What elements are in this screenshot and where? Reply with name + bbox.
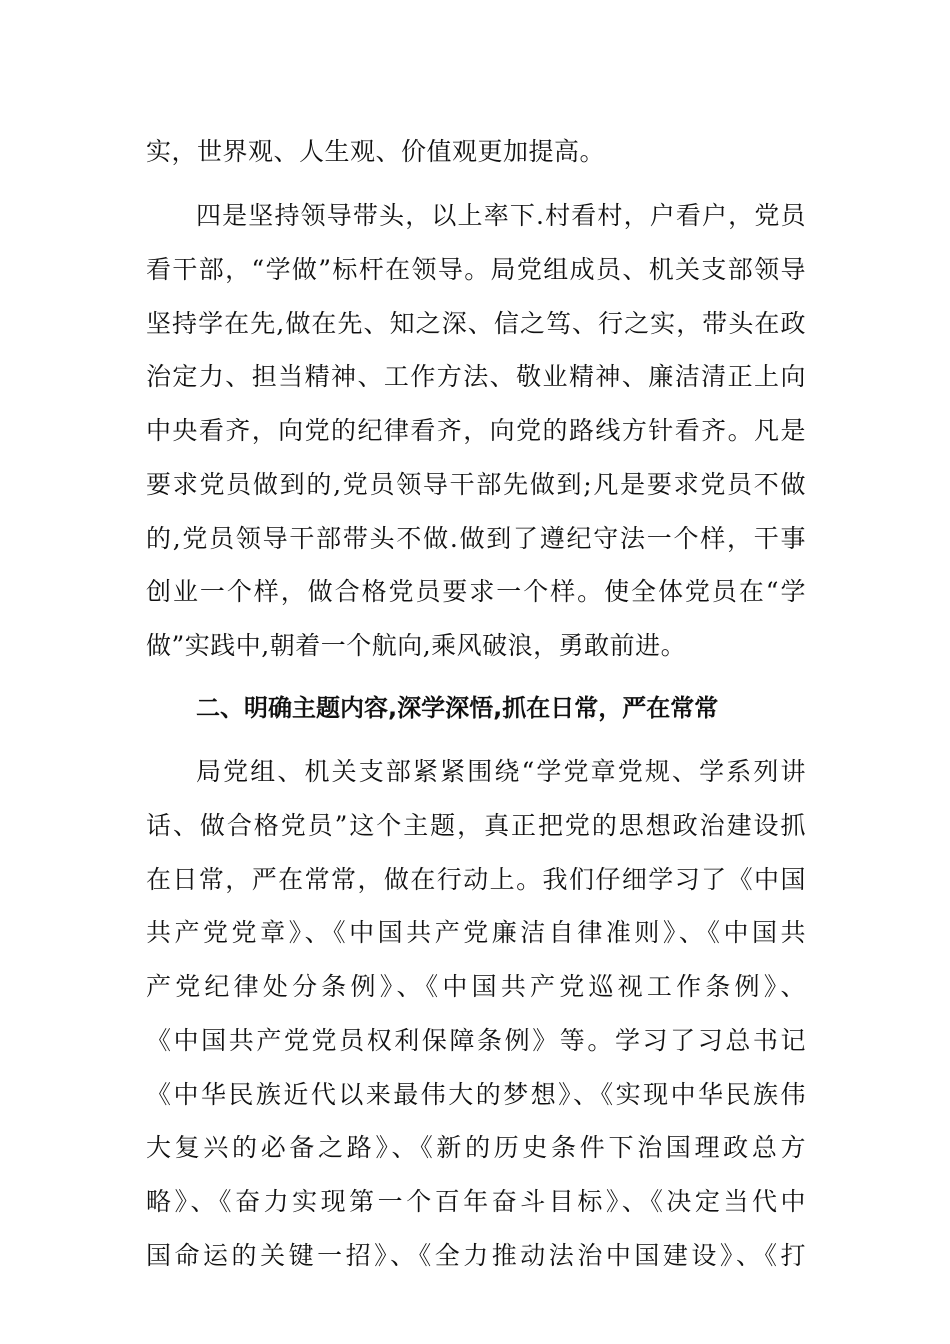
paragraph-line: 中央看齐，向党的纪律看齐，向党的路线方针看齐。凡是 bbox=[146, 416, 806, 445]
paragraph-line: 四是坚持领导带头，以上率下.村看村，户看户，党员 bbox=[196, 201, 806, 230]
paragraph-line: 产党纪律处分条例》、《中国共产党巡视工作条例》、 bbox=[146, 972, 806, 1001]
paragraph-line: 话、做合格党员”这个主题，真正把党的思想政治建设抓 bbox=[146, 811, 806, 840]
paragraph-line: 共产党党章》、《中国共产党廉洁自律准则》、《中国共 bbox=[146, 918, 806, 947]
paragraph-line: 大复兴的必备之路》、《新的历史条件下治国理政总方 bbox=[146, 1133, 806, 1162]
paragraph-line: 治定力、担当精神、工作方法、敬业精神、廉洁清正上向 bbox=[146, 362, 806, 391]
paragraph-line: 在日常，严在常常，做在行动上。我们仔细学习了《中国 bbox=[146, 865, 806, 894]
paragraph-line: 局党组、机关支部紧紧围绕“学党章党规、学系列讲 bbox=[196, 757, 806, 786]
paragraph-line: 看干部，“学做”标杆在领导。局党组成员、机关支部领导 bbox=[146, 255, 806, 284]
paragraph-line: 略》、《奋力实现第一个百年奋斗目标》、《决定当代中 bbox=[146, 1187, 806, 1216]
paragraph-line: 坚持学在先,做在先、知之深、信之笃、行之实，带头在政 bbox=[146, 309, 806, 338]
paragraph-line: 实，世界观、人生观、价值观更加提高。 bbox=[146, 137, 606, 166]
paragraph-line: 国命运的关键一招》、《全力推动法治中国建设》、《打 bbox=[146, 1241, 806, 1270]
paragraph-line: 要求党员做到的,党员领导干部先做到;凡是要求党员不做 bbox=[146, 470, 806, 499]
paragraph-line: 的,党员领导干部带头不做.做到了遵纪守法一个样，干事 bbox=[146, 524, 806, 553]
paragraph-line: 创业一个样，做合格党员要求一个样。使全体党员在“学 bbox=[146, 577, 806, 606]
paragraph-line: 《中华民族近代以来最伟大的梦想》、《实现中华民族伟 bbox=[146, 1080, 806, 1109]
section-heading: 二、明确主题内容,深学深悟,抓在日常，严在常常 bbox=[196, 694, 719, 722]
paragraph-line: 《中国共产党党员权利保障条例》等。学习了习总书记 bbox=[146, 1026, 806, 1055]
paragraph-line: 做”实践中,朝着一个航向,乘风破浪，勇敢前进。 bbox=[146, 631, 687, 660]
